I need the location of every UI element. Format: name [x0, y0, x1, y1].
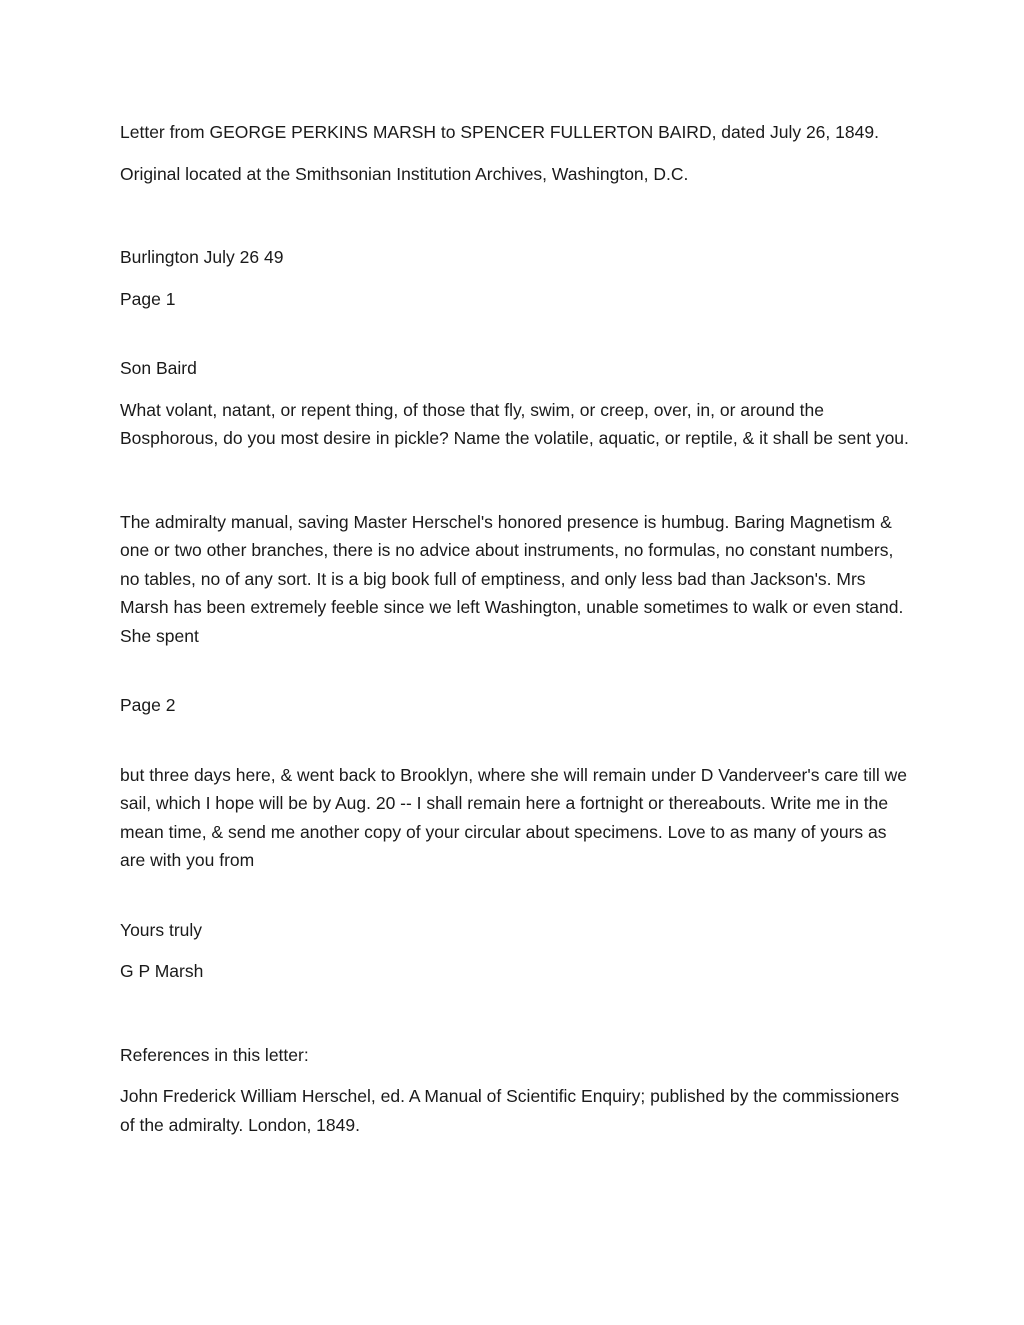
archive-source: Original located at the Smithsonian Institution Archives, Washington, D.C. [120, 163, 689, 184]
letter-paragraph-1: What volant, natant, or repent thing, of those that fly, swim, or creep, over, in, or around the Bosphorous, do you most desire in pickle? Name the volatile, aquatic, or reptile, & it shall be sent you. [120, 399, 909, 448]
letter-paragraph-3: but three days here, & went back to Brooklyn, where she will remain under D Vanderveer's care till we sail, which I hope will be by Aug. 20 -- I shall remain here a fortnight or thereabouts. Write me in the mean time, & send me another copy of your circular about specimens. Love to as many of yours as are with you from [120, 764, 908, 870]
letter-place-date: Burlington July 26 49 [120, 247, 284, 267]
letter-paragraph-2: The admiralty manual, saving Master Herschel's honored presence is humbug. Baring Magnetism & one or two other branches, there is no advice about instruments, no formulas, no constant numbers, no tables, no of any sort. It is a big book full of emptiness, and only less bad than Jackson's. Mrs Marsh has been extremely feeble since we left Washington, unable sometimes to walk or even stand. She spent [120, 511, 904, 646]
document-page [120, 118, 910, 1139]
document-title: Letter from GEORGE PERKINS MARSH to SPENCER FULLERTON BAIRD, dated July 26, 1849. [120, 122, 879, 142]
page-1-label: Page 1 [120, 288, 176, 309]
reference-item: John Frederick William Herschel, ed. A Manual of Scientific Enquiry; published by the commissioners of the admiralty. London, 1849. [120, 1086, 900, 1135]
references-heading: References in this letter: [120, 1044, 309, 1065]
letter-closing: Yours truly [120, 919, 203, 940]
page-2-label: Page 2 [120, 695, 176, 715]
letter-signature: G P Marsh [120, 961, 204, 981]
letter-salutation: Son Baird [120, 358, 197, 378]
